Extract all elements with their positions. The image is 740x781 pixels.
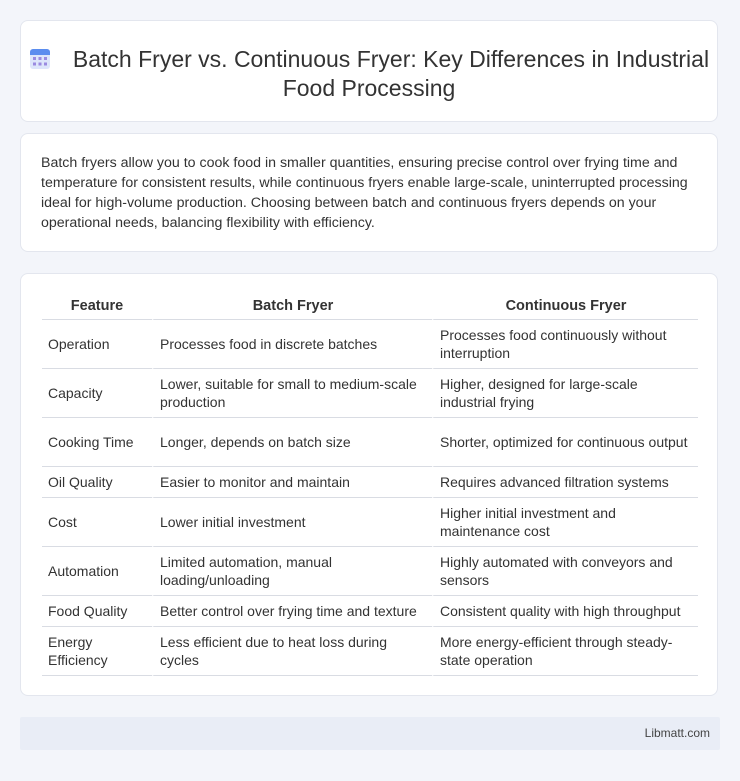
feature-cell: Energy Efficiency: [42, 627, 152, 676]
table-row: [42, 320, 698, 369]
comparison-table: [42, 292, 698, 676]
footer-brand-link[interactable]: Libmatt.com: [644, 726, 710, 740]
calendar-grid-icon: [29, 46, 51, 70]
intro-card: [20, 133, 718, 252]
continuous-cell: Consistent quality with high throughput: [432, 596, 698, 627]
page-title: [21, 45, 717, 103]
feature-cell: Automation: [42, 547, 152, 596]
feature-cell: Oil Quality: [42, 467, 152, 498]
table-row: [42, 418, 698, 467]
header-batch-fryer: Batch Fryer: [152, 292, 432, 320]
table-row: [42, 369, 698, 418]
batch-cell: Lower initial investment: [152, 498, 432, 547]
continuous-cell: Processes food continuously without interruption: [432, 320, 698, 369]
header-feature: Feature: [42, 292, 152, 320]
table-row: [42, 547, 698, 596]
intro-paragraph: Batch fryers allow you to cook food in smaller quantities, ensuring precise control over frying time and temperature for consistent results, while continuous fryers enable large-scale, uninterrupted processing ideal for high-volume production. Choosing between batch and continuous fryers depends on your operational needs, balancing flexibility with efficiency.: [41, 155, 688, 231]
batch-cell: Processes food in discrete batches: [152, 320, 432, 369]
table-row: [42, 498, 698, 547]
batch-cell: Easier to monitor and maintain: [152, 467, 432, 498]
batch-cell: Lower, suitable for small to medium-scale production: [152, 369, 432, 418]
continuous-cell: Higher initial investment and maintenance cost: [432, 498, 698, 547]
feature-cell: Food Quality: [42, 596, 152, 627]
table-row: [42, 596, 698, 627]
batch-cell: Better control over frying time and texture: [152, 596, 432, 627]
comparison-table-card: [20, 273, 718, 696]
continuous-cell: More energy-efficient through steady-state operation: [432, 627, 698, 676]
feature-cell: Cooking Time: [42, 418, 152, 467]
feature-cell: Cost: [42, 498, 152, 547]
page-title-text: Batch Fryer vs. Continuous Fryer: Key Differences in Industrial Food Processing: [72, 46, 710, 101]
feature-cell: Capacity: [42, 369, 152, 418]
continuous-cell: Shorter, optimized for continuous output: [432, 418, 698, 467]
table-row: [42, 467, 698, 498]
table-row: [42, 627, 698, 676]
title-card: [20, 20, 718, 122]
batch-cell: Limited automation, manual loading/unloading: [152, 547, 432, 596]
continuous-cell: Requires advanced filtration systems: [432, 467, 698, 498]
table-header-row: [42, 292, 698, 320]
footer-bar: [20, 717, 720, 750]
continuous-cell: Higher, designed for large-scale industrial frying: [432, 369, 698, 418]
batch-cell: Longer, depends on batch size: [152, 418, 432, 467]
batch-cell: Less efficient due to heat loss during cycles: [152, 627, 432, 676]
continuous-cell: Highly automated with conveyors and sensors: [432, 547, 698, 596]
feature-cell: Operation: [42, 320, 152, 369]
header-continuous-fryer: Continuous Fryer: [432, 292, 698, 320]
